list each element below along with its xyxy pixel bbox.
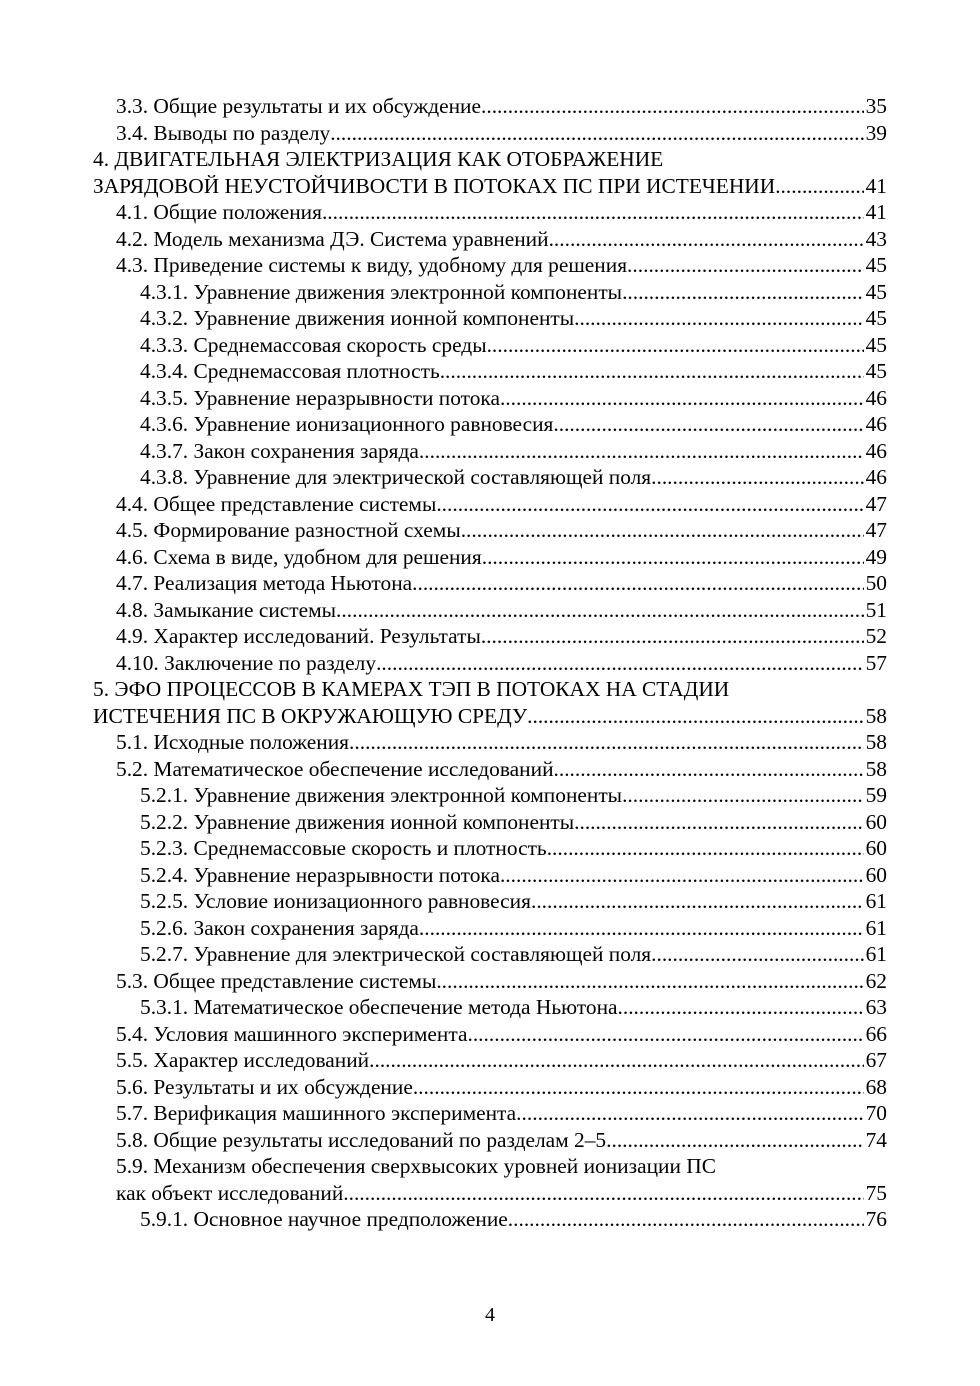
toc-entry-title: 5.9.1. Основное научное предположение xyxy=(140,1207,508,1231)
toc-entry[interactable] xyxy=(93,411,887,438)
toc-entry-title: 4.3.4. Среднемассовая плотность xyxy=(140,359,440,383)
dot-leader xyxy=(547,835,864,862)
toc-entry-page: 45 xyxy=(865,279,887,304)
dot-leader xyxy=(413,1074,864,1101)
dot-leader xyxy=(481,93,864,120)
dot-leader xyxy=(343,1180,863,1207)
toc-entry-title: 5.2.4. Уравнение неразрывности потока xyxy=(140,862,500,887)
toc-entry-page: 46 xyxy=(865,385,887,410)
toc-entry-title: 4.3.5. Уравнение неразрывности потока xyxy=(140,385,500,410)
toc-entry-title: 4.6. Схема в виде, удобном для решения xyxy=(116,544,482,569)
toc-entry-title: 4.3. Приведение системы к виду, удобному для решения xyxy=(116,253,628,277)
toc-entry-title: 5.2. Математическое обеспечение исследований xyxy=(116,756,554,781)
toc-entry-page: 47 xyxy=(865,491,887,516)
toc-entry[interactable] xyxy=(93,597,887,624)
toc-entry[interactable] xyxy=(93,623,887,650)
toc-entry[interactable] xyxy=(93,226,887,253)
dot-leader xyxy=(467,1021,863,1048)
dot-leader xyxy=(531,888,864,915)
dot-leader xyxy=(606,1127,863,1154)
dot-leader xyxy=(651,464,863,491)
toc-entry[interactable] xyxy=(93,1074,887,1101)
dot-leader xyxy=(554,756,864,783)
toc-entry-title: 4.9. Характер исследований. Результаты xyxy=(116,624,481,648)
toc-entry-title: 4.3.8. Уравнение для электрической составляющей поля xyxy=(140,465,652,489)
toc-entry-title: 5.2.3. Среднемассовые скорость и плотность xyxy=(140,836,547,860)
toc-entry[interactable] xyxy=(93,809,887,836)
dot-leader xyxy=(349,729,864,756)
toc-entry-page: 76 xyxy=(865,1207,887,1231)
toc-entry[interactable] xyxy=(93,385,887,412)
toc-entry-title: 5.3.1. Математическое обеспечение метода Ньютона xyxy=(140,995,618,1019)
toc-entry[interactable] xyxy=(93,941,887,968)
toc-entry[interactable] xyxy=(93,438,887,465)
toc-entry-title-line: 5. ЭФО ПРОЦЕССОВ В КАМЕРАХ ТЭП В ПОТОКАХ НА СТАДИИ xyxy=(93,677,730,701)
toc-entry-page: 68 xyxy=(865,1074,887,1099)
dot-leader xyxy=(574,809,863,836)
toc-entry-page: 75 xyxy=(865,1180,887,1205)
toc-entry-page: 58 xyxy=(865,703,887,728)
dot-leader xyxy=(508,1206,864,1233)
toc-entry[interactable] xyxy=(93,279,887,306)
toc-entry-page: 63 xyxy=(865,995,887,1019)
toc-entry-title: 5.1. Исходные положения xyxy=(116,730,350,754)
toc-entry-page: 60 xyxy=(865,809,887,834)
dot-leader xyxy=(487,332,864,359)
dot-leader xyxy=(481,623,864,650)
dot-leader xyxy=(627,252,864,279)
toc-entry-page: 45 xyxy=(865,332,887,357)
toc-entry-page: 58 xyxy=(865,730,887,754)
toc-entry-page: 46 xyxy=(865,412,887,436)
dot-leader xyxy=(527,703,863,730)
toc-entry[interactable] xyxy=(93,570,887,597)
toc-entry-title-line: 4. ДВИГАТЕЛЬНАЯ ЭЛЕКТРИЗАЦИЯ КАК ОТОБРАЖЕНИЕ xyxy=(93,147,664,171)
dot-leader xyxy=(330,120,863,147)
toc-entry-title: 5.2.5. Условие ионизационного равновесия xyxy=(140,889,531,913)
toc-entry-page: 43 xyxy=(865,226,887,251)
dot-leader xyxy=(500,385,864,412)
toc-entry-title: 4.3.1. Уравнение движения электронной компоненты xyxy=(140,279,623,304)
dot-leader xyxy=(622,279,864,306)
toc-entry[interactable] xyxy=(93,1206,887,1233)
dot-leader xyxy=(651,941,863,968)
toc-entry-page: 45 xyxy=(865,253,887,277)
toc-entry[interactable] xyxy=(93,968,887,995)
toc-entry-title: 5.2.6. Закон сохранения заряда xyxy=(140,915,419,940)
toc-entry-title: 4.3.6. Уравнение ионизационного равновесия xyxy=(140,412,554,436)
toc-entry-page: 61 xyxy=(865,942,887,966)
toc-entry[interactable] xyxy=(93,252,887,279)
toc-entry[interactable] xyxy=(93,782,887,809)
toc-entry-page: 60 xyxy=(865,862,887,887)
toc-entry-page: 60 xyxy=(865,836,887,860)
toc-entry[interactable] xyxy=(93,888,887,915)
toc-entry-page: 70 xyxy=(865,1101,887,1125)
toc-entry-title: 5.8. Общие результаты исследований по разделам 2–5 xyxy=(116,1127,607,1152)
dot-leader xyxy=(440,358,864,385)
toc-entry[interactable] xyxy=(93,703,887,730)
dot-leader xyxy=(574,305,863,332)
toc-entry-page: 41 xyxy=(865,200,887,224)
dot-leader xyxy=(436,491,863,518)
toc-entry[interactable] xyxy=(93,332,887,359)
dot-leader xyxy=(322,199,864,226)
toc-entry[interactable] xyxy=(93,93,887,120)
toc-entry-page: 39 xyxy=(865,120,887,145)
toc-entry[interactable] xyxy=(93,1047,887,1074)
dot-leader xyxy=(436,968,863,995)
dot-leader xyxy=(775,173,863,200)
toc-entry[interactable] xyxy=(93,994,887,1021)
toc-entry-title-line: 5.9. Механизм обеспечения сверхвысоких уровней ионизации ПС xyxy=(116,1154,716,1178)
dot-leader xyxy=(516,1100,863,1127)
toc-entry-page: 45 xyxy=(865,306,887,330)
toc-entry-title: 5.6. Результаты и их обсуждение xyxy=(116,1074,413,1099)
dot-leader xyxy=(461,517,864,544)
toc-entry[interactable] xyxy=(93,1127,887,1154)
toc-entry-page: 74 xyxy=(865,1127,887,1152)
toc-entry[interactable] xyxy=(93,835,887,862)
toc-entry-page: 41 xyxy=(865,173,887,198)
toc-entry[interactable] xyxy=(93,1021,887,1048)
toc-entry-page: 51 xyxy=(865,597,887,622)
toc-entry-page: 62 xyxy=(865,968,887,993)
dot-leader xyxy=(412,570,863,597)
toc-entry-page: 46 xyxy=(865,465,887,489)
toc-entry[interactable] xyxy=(93,358,887,385)
toc-entry-page: 61 xyxy=(865,889,887,913)
toc-entry-title: как объект исследований xyxy=(116,1180,344,1205)
toc-entry[interactable] xyxy=(93,650,887,677)
toc-entry[interactable] xyxy=(93,517,887,544)
toc-entry-page: 59 xyxy=(865,783,887,807)
dot-leader xyxy=(419,915,864,942)
toc-entry-page: 61 xyxy=(865,915,887,940)
toc-entry-page: 49 xyxy=(865,544,887,569)
dot-leader xyxy=(553,411,863,438)
toc-entry-title: 4.7. Реализация метода Ньютона xyxy=(116,571,413,595)
toc-entry-title: 4.3.3. Среднемассовая скорость среды xyxy=(140,332,487,357)
toc-entry[interactable] xyxy=(93,1180,887,1207)
toc-entry[interactable] xyxy=(93,862,887,889)
toc-entry[interactable] xyxy=(93,756,887,783)
toc-entry-page: 50 xyxy=(865,571,887,595)
toc-entry-page: 47 xyxy=(865,518,887,542)
toc-entry-page: 58 xyxy=(865,756,887,781)
toc-entry-title: 4.3.7. Закон сохранения заряда xyxy=(140,438,419,463)
toc-entry-title: 5.4. Условия машинного эксперимента xyxy=(116,1021,468,1046)
page-number: 4 xyxy=(485,1304,495,1326)
toc-entry-title: 4.10. Заключение по разделу xyxy=(116,650,377,675)
toc-entry-title: 3.4. Выводы по разделу xyxy=(116,120,331,145)
toc-entry-title: 4.4. Общее представление системы xyxy=(116,491,437,516)
toc-entry[interactable] xyxy=(93,729,887,756)
dot-leader xyxy=(369,1047,863,1074)
dot-leader xyxy=(500,862,864,889)
toc-entry-title: ЗАРЯДОВОЙ НЕУСТОЙЧИВОСТИ В ПОТОКАХ ПС ПРИ ИСТЕЧЕНИИ xyxy=(93,173,776,198)
toc-entry-page: 67 xyxy=(865,1048,887,1072)
toc-entry-page: 57 xyxy=(865,650,887,675)
toc-entry-page: 52 xyxy=(865,624,887,648)
dot-leader xyxy=(549,226,864,253)
toc-entry-title: 5.7. Верификация машинного эксперимента xyxy=(116,1101,517,1125)
toc-entry-title: 4.5. Формирование разностной схемы xyxy=(116,518,461,542)
toc-entry-title: ИСТЕЧЕНИЯ ПС В ОКРУЖАЮЩУЮ СРЕДУ xyxy=(93,703,528,728)
dot-leader xyxy=(618,994,864,1021)
toc-entry-page: 66 xyxy=(865,1021,887,1046)
toc-entry-title: 4.8. Замыкание системы xyxy=(116,597,337,622)
toc-entry-page: 45 xyxy=(865,359,887,383)
toc-entry-title: 5.3. Общее представление системы xyxy=(116,968,437,993)
toc-entry[interactable] xyxy=(93,464,887,491)
toc-entry-title: 5.2.2. Уравнение движения ионной компоненты xyxy=(140,809,575,834)
toc-entry[interactable] xyxy=(93,305,887,332)
toc-entry-title: 4.3.2. Уравнение движения ионной компоненты xyxy=(140,306,575,330)
toc-entry-page: 35 xyxy=(865,94,887,118)
toc-entry-title: 5.5. Характер исследований xyxy=(116,1048,370,1072)
toc-entry-page: 46 xyxy=(865,438,887,463)
toc-entry[interactable] xyxy=(93,544,887,571)
table-of-contents xyxy=(93,93,887,1233)
toc-entry[interactable] xyxy=(93,491,887,518)
dot-leader xyxy=(336,597,864,624)
toc-entry-title: 4.1. Общие положения xyxy=(116,200,322,224)
dot-leader xyxy=(376,650,864,677)
toc-entry-title: 4.2. Модель механизма ДЭ. Система уравнений xyxy=(116,226,549,251)
dot-leader xyxy=(419,438,864,465)
toc-entry-title: 3.3. Общие результаты и их обсуждение xyxy=(116,94,481,118)
toc-entry-title: 5.2.7. Уравнение для электрической составляющей поля xyxy=(140,942,652,966)
dot-leader xyxy=(482,544,864,571)
toc-entry[interactable] xyxy=(93,1100,887,1127)
toc-entry[interactable] xyxy=(93,173,887,200)
dot-leader xyxy=(622,782,864,809)
toc-entry[interactable] xyxy=(93,199,887,226)
toc-entry[interactable] xyxy=(93,915,887,942)
toc-entry-title: 5.2.1. Уравнение движения электронной компоненты xyxy=(140,783,623,807)
toc-entry[interactable] xyxy=(93,120,887,147)
